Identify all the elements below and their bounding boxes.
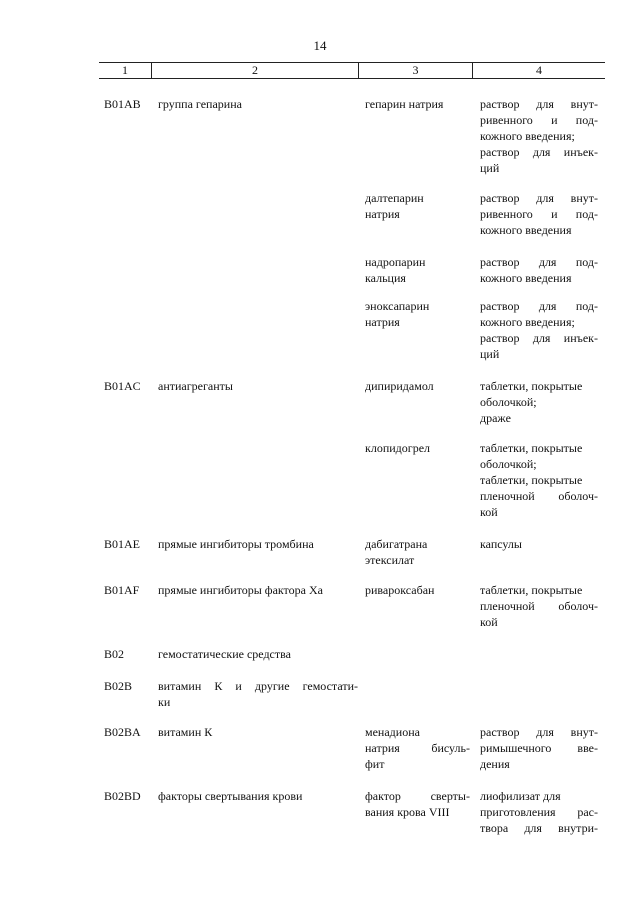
drug-name	[365, 378, 470, 394]
page-number: 14	[313, 38, 327, 53]
dosage-form-line: пленочной оболоч-	[480, 489, 598, 503]
dosage-form-line: раствор для инъек-	[480, 331, 598, 345]
header-col-3: 3	[412, 63, 419, 77]
drug-name-line: надропарин	[365, 255, 426, 269]
drug-name-line: далтепарин	[365, 191, 424, 205]
drug-name-line: дипиридамол	[365, 379, 434, 393]
atc-code: B02BA	[104, 725, 141, 739]
atc-code: B01AE	[104, 537, 140, 551]
drug-name	[365, 582, 470, 598]
group-name	[158, 646, 358, 662]
group-name-line: гемостатические средства	[158, 647, 291, 661]
dosage-form-line: кой	[480, 615, 498, 629]
drug-name-line: натрия	[365, 207, 400, 221]
dosage-form	[480, 96, 598, 176]
header-col-2: 2	[252, 63, 258, 77]
table-header-row	[99, 62, 605, 79]
dosage-form-line: таблетки, покрытые	[480, 441, 583, 455]
group-name	[158, 536, 358, 552]
dosage-form-line: ривенного и под-	[480, 113, 598, 127]
drug-name-line: дабигатрана	[365, 537, 428, 551]
dosage-form-line: капсулы	[480, 537, 522, 551]
drug-name	[365, 254, 470, 286]
atc-code: B02	[104, 647, 125, 661]
dosage-form	[480, 378, 598, 426]
dosage-form-line: дения	[480, 757, 510, 771]
dosage-form-line: таблетки, покрытые	[480, 583, 583, 597]
drug-name-line: фактор сверты-	[365, 789, 470, 803]
group-name-line: прямые ингибиторы тромбина	[158, 537, 314, 551]
drug-name	[365, 190, 470, 222]
drug-name-line: вания крова VIII	[365, 805, 450, 819]
atc-code: B02BD	[104, 789, 141, 803]
dosage-form-line: драже	[480, 411, 511, 425]
group-name-line: витамин К	[158, 725, 213, 739]
dosage-form-line: оболочкой;	[480, 457, 537, 471]
drug-name-line: фит	[365, 757, 385, 771]
group-name	[158, 788, 358, 804]
drug-name-line: ривароксабан	[365, 583, 435, 597]
drug-name	[365, 440, 470, 456]
dosage-form-line: таблетки, покрытые	[480, 379, 583, 393]
dosage-form	[480, 440, 598, 520]
dosage-form	[480, 582, 598, 630]
group-name-line: витамин К и другие гемостати-	[158, 679, 358, 693]
dosage-form-line: раствор для внут-	[480, 97, 598, 111]
dosage-form	[480, 298, 598, 362]
drug-name-line: гепарин натрия	[365, 97, 444, 111]
atc-code: B02B	[104, 679, 133, 693]
atc-code: B01AC	[104, 379, 141, 393]
dosage-form-line: кой	[480, 505, 498, 519]
drug-name	[365, 724, 470, 772]
dosage-form	[480, 254, 598, 286]
group-name-line: факторы свертывания крови	[158, 789, 303, 803]
dosage-form-line: лиофилизат для	[480, 789, 561, 803]
dosage-form-line: кожного введения;	[480, 129, 575, 143]
atc-code: B01AB	[104, 97, 141, 111]
dosage-form-line: римышечного вве-	[480, 741, 598, 755]
drug-name-line: эноксапарин	[365, 299, 430, 313]
dosage-form	[480, 724, 598, 772]
dosage-form	[480, 190, 598, 238]
dosage-form-line: ривенного и под-	[480, 207, 598, 221]
drug-name-line: этексилат	[365, 553, 415, 567]
drug-name-line: клопидогрел	[365, 441, 431, 455]
dosage-form-line: ций	[480, 347, 500, 361]
dosage-form-line: ций	[480, 161, 500, 175]
dosage-form-line: раствор для под-	[480, 255, 598, 269]
dosage-form-line: кожного введения;	[480, 315, 575, 329]
header-col-4: 4	[536, 63, 542, 77]
dosage-form	[480, 788, 598, 836]
atc-code: B01AF	[104, 583, 140, 597]
dosage-form-line: таблетки, покрытые	[480, 473, 583, 487]
dosage-form-line: кожного введения	[480, 223, 572, 237]
group-name-line: ки	[158, 695, 171, 709]
dosage-form-line: твора для внутри-	[480, 821, 598, 835]
dosage-form	[480, 536, 598, 552]
group-name	[158, 724, 358, 740]
drug-name-line: натрия бисуль-	[365, 741, 470, 755]
dosage-form-line: раствор для внут-	[480, 725, 598, 739]
dosage-form-line: приготовления рас-	[480, 805, 598, 819]
group-name	[158, 378, 358, 394]
dosage-form-line: оболочкой;	[480, 395, 537, 409]
dosage-form-line: кожного введения	[480, 271, 572, 285]
group-name	[158, 678, 358, 710]
dosage-form-line: раствор для под-	[480, 299, 598, 313]
dosage-form-line: раствор для внут-	[480, 191, 598, 205]
drug-name	[365, 536, 470, 568]
drug-name	[365, 96, 470, 112]
header-col-1: 1	[122, 63, 128, 77]
dosage-form-line: пленочной оболоч-	[480, 599, 598, 613]
group-name-line: антиагреганты	[158, 379, 233, 393]
drug-name	[365, 298, 470, 330]
group-name	[158, 582, 358, 598]
dosage-form-line: раствор для инъек-	[480, 145, 598, 159]
drug-name-line: менадиона	[365, 725, 420, 739]
group-name	[158, 96, 358, 112]
drug-name-line: кальция	[365, 271, 406, 285]
group-name-line: прямые ингибиторы фактора Xa	[158, 583, 323, 597]
group-name-line: группа гепарина	[158, 97, 242, 111]
drug-name	[365, 788, 470, 820]
drug-name-line: натрия	[365, 315, 400, 329]
